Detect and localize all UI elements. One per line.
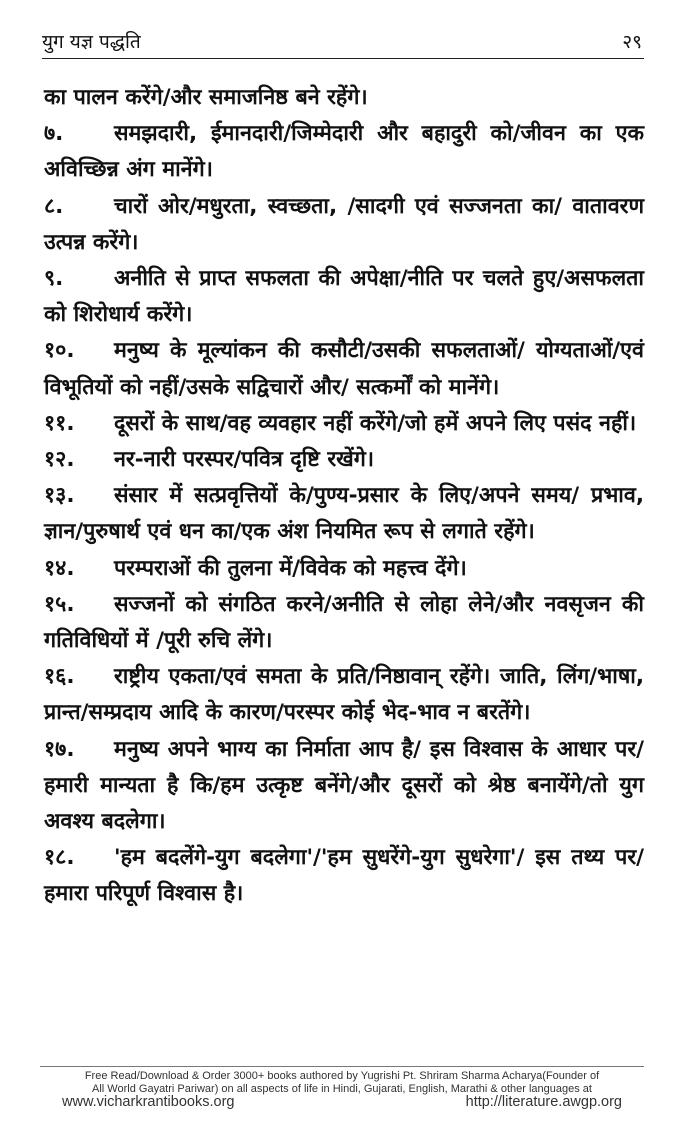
vicharkranti-link[interactable]: www.vicharkrantibooks.org xyxy=(62,1094,235,1110)
paragraph-text: नर-नारी परस्पर/पवित्र दृष्टि रखेंगे। xyxy=(114,447,374,473)
item-number: ७. xyxy=(44,121,64,147)
paragraph-item xyxy=(44,840,644,912)
paragraph-item xyxy=(44,333,644,405)
paragraph-text: राष्ट्रीय एकता/एवं समता के प्रति/निष्ठावान् रहेंगे। जाति, लिंग/भाषा, प्रान्त/सम्प्रदाय आदि के कारण/परस्पर कोई भेद-भाव न बरतेंगे। xyxy=(44,664,644,726)
paragraph-text: सज्जनों को संगठित करने/अनीति से लोहा लेने/और नवसृजन की गतिविधियों में /पूरी रुचि लेंगे। xyxy=(44,591,644,654)
item-number: ११. xyxy=(44,410,75,436)
item-number: १०. xyxy=(44,338,75,364)
paragraph-text: अनीति से प्राप्त सफलता की अपेक्षा/नीति पर चलते हुए/असफलता को शिरोधार्य करेंगे। xyxy=(44,266,644,328)
item-number: ९. xyxy=(44,266,64,292)
book-title: युग यज्ञ पद्धति xyxy=(42,31,141,53)
paragraph-text: का पालन करेंगे/और समाजनिष्ठ बने रहेंगे। xyxy=(44,85,368,110)
paragraph-text: चारों ओर/मधुरता, स्वच्छता, /सादगी एवं सज्जनता का/ वातावरण उत्पन्न करेंगे। xyxy=(44,193,644,255)
paragraph-item xyxy=(44,261,644,333)
item-number: १३. xyxy=(44,483,75,509)
item-number: १५. xyxy=(44,591,75,617)
footer-line-1: Free Read/Download & Order 3000+ books authored by Yugrishi Pt. Shriram Sharma Acharya(Founder of xyxy=(84,1070,600,1082)
footer-line-2: All World Gayatri Pariwar) on all aspects of life in Hindi, Gujarati, English, Marathi & other languages at xyxy=(92,1083,592,1095)
paragraph-item xyxy=(44,189,644,261)
paragraph-item xyxy=(44,587,644,659)
item-number: १४. xyxy=(44,555,75,581)
paragraph-item xyxy=(44,116,644,188)
paragraph-text: मनुष्य के मूल्यांकन की कसौटी/उसकी सफलताओं/ योग्यताओं/एवं विभूतियों को नहीं/उसके सद्विचारों और/ सत्कर्मों को मानेंगे। xyxy=(44,338,644,400)
paragraph-item xyxy=(44,406,644,442)
paragraph-item xyxy=(44,659,644,731)
item-number: १६. xyxy=(44,664,75,690)
paragraph-continuation xyxy=(44,80,644,116)
item-number: १२. xyxy=(44,447,75,473)
paragraph-text: परम्पराओं की तुलना में/विवेक को महत्त्व देंगे। xyxy=(114,555,467,581)
item-number: १८. xyxy=(44,845,75,871)
paragraph-text: दूसरों के साथ/वह व्यवहार नहीं करेंगे/जो हमें अपने लिए पसंद नहीं। xyxy=(114,410,637,436)
item-number: ८. xyxy=(44,193,64,219)
literature-link[interactable]: http://literature.awgp.org xyxy=(465,1094,622,1110)
paragraph-item xyxy=(44,442,644,478)
footer-divider xyxy=(40,1066,644,1067)
page-number: २९ xyxy=(622,31,642,53)
paragraph-text: समझदारी, ईमानदारी/जिम्मेदारी और बहादुरी को/जीवन का एक अविच्छिन्न अंग मानेंगे। xyxy=(44,121,644,183)
page-content xyxy=(44,80,644,913)
paragraph-text: मनुष्य अपने भाग्य का निर्माता आप है/ इस विश्वास के आधार पर/हमारी मान्यता है कि/हम उत्कृष्ट बनेंगे/और दूसरों को श्रेष्ठ बनायेंगे/तो युग अवश्य बदलेगा। xyxy=(44,736,644,835)
page-footer xyxy=(30,1070,654,1096)
paragraph-text: संसार में सत्प्रवृत्तियों के/पुण्य-प्रसार के लिए/अपने समय/ प्रभाव, ज्ञान/पुरुषार्थ एवं धन का/एक अंश नियमित रूप से लगाते रहेंगे। xyxy=(44,483,644,545)
paragraph-text: 'हम बदलेंगे-युग बदलेगा'/'हम सुधरेंगे-युग सुधरेगा'/ इस तथ्य पर/हमारा परिपूर्ण विश्वास है। xyxy=(44,845,644,907)
paragraph-item xyxy=(44,551,644,587)
item-number: १७. xyxy=(44,736,75,762)
paragraph-item xyxy=(44,478,644,550)
paragraph-item xyxy=(44,732,644,841)
page-header xyxy=(42,20,644,59)
